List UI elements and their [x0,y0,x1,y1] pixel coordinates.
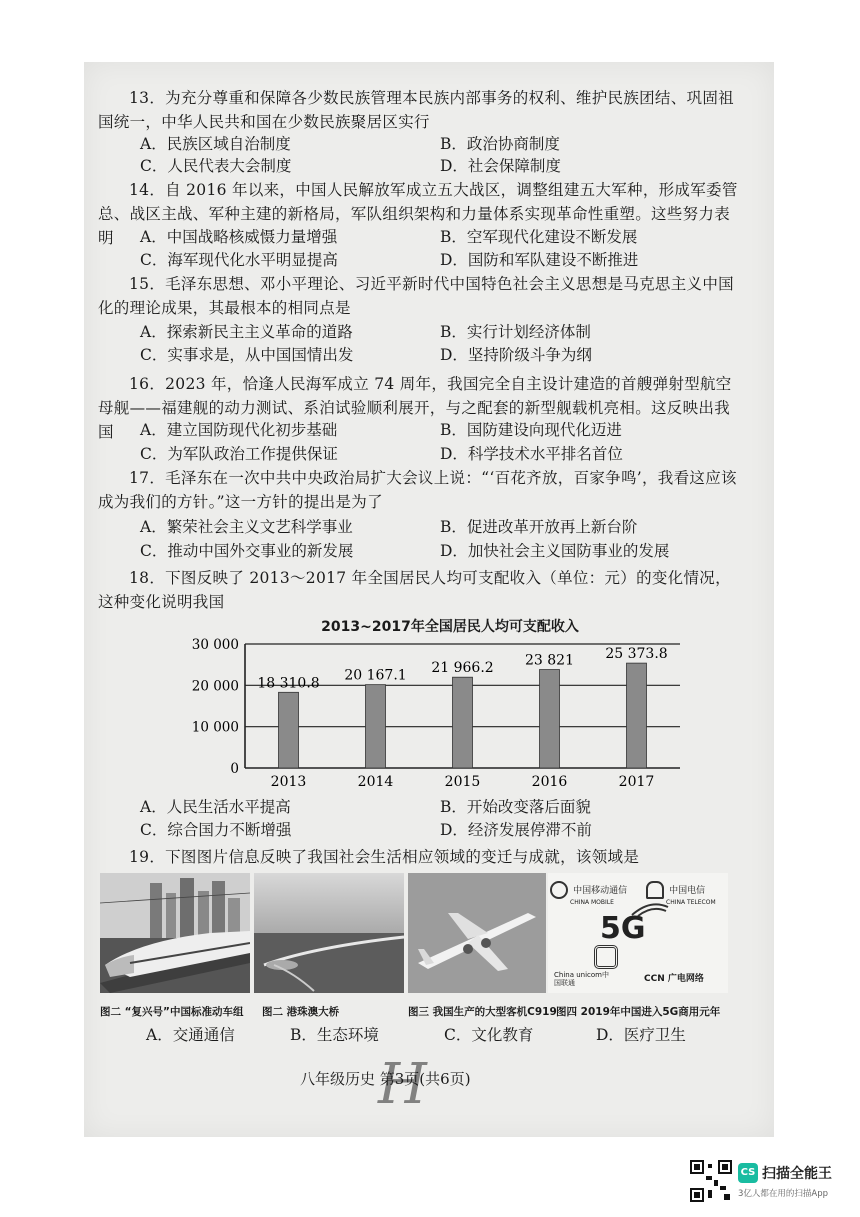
q17-option-a: A．繁荣社会主义文艺科学事业 [140,518,353,536]
q15-option-b: B．实行计划经济体制 [440,323,591,341]
question-18 [98,566,738,614]
q19-option-a: A．交通通信 [146,1026,235,1044]
caption-3: 图三 我国生产的大型客机C919 [408,1006,557,1018]
question-13 [98,86,738,134]
china-mobile-logo [550,879,627,906]
q14-option-a: A．中国战略核威慑力量增强 [140,228,338,246]
china-unicom-knot-icon [594,945,618,969]
question-13-stem: 13．为充分尊重和保障各少数民族管理本民族内部事务的权利、维护民族团结、巩固祖国统一，中华人民共和国在少数民族聚居区实行 [98,89,734,131]
bar-2015 [453,677,473,768]
q13-option-a: A．民族区域自治制度 [140,135,291,153]
q19-option-b: B．生态环境 [290,1026,379,1044]
q17-option-c: C．推动中国外交事业的新发展 [140,542,354,560]
page-footer: 八年级历史 第3页(共6页) [300,1070,471,1088]
scanner-watermark [690,1160,860,1210]
caption-2: 图二 港珠澳大桥 [262,1006,340,1018]
question-14-stem: 14．自 2016 年以来，中国人民解放军成立五大战区，调整组建五大军种，形成军委管总、战区主战、军种主建的新格局，军队组织架构和力量体系实现革命性重塑。这些努力表明 [98,181,738,247]
bar-value-label: 25 373.8 [605,646,668,663]
c919-aircraft-photo [408,873,546,993]
bar-2017 [627,663,647,768]
income-bar-chart [160,630,690,795]
caption-1: 图二 “复兴号”中国标准动车组 [100,1006,244,1018]
q17-option-d: D．加快社会主义国防事业的发展 [440,542,670,560]
5g-text: 5G [600,911,646,946]
question-17-stem: 17．毛泽东在一次中共中央政治局扩大会议上说：“‘百花齐放，百家争鸣’，我看这应该成为我们的方针。”这一方针的提出是为了 [98,469,737,511]
q15-option-c: C．实事求是，从中国国情出发 [140,346,354,364]
bar-2013 [279,692,299,768]
china-telecom-en-label: CHINA TELECOM [666,898,716,906]
x-tick-label: 2013 [270,774,307,790]
question-16-stem: 16．2023 年，恰逢人民海军成立 74 周年，我国完全自主设计建造的首艘弹射型航空母舰——福建舰的动力测试、系泊试验顺利展开，与之配套的新型舰载机亮相。这反映出我国 [98,375,732,441]
y-tick-label: 0 [230,761,239,777]
fuxing-train-photo [100,873,250,993]
q13-option-b: B．政治协商制度 [440,135,560,153]
q16-option-a: A．建立国防现代化初步基础 [140,421,338,439]
question-17 [98,466,738,514]
q13-option-c: C．人民代表大会制度 [140,157,292,175]
china-mobile-label: 中国移动通信 [573,886,628,896]
x-tick-label: 2017 [618,774,655,790]
q16-option-b: B．国防建设向现代化迈进 [440,421,622,439]
hzmb-bridge-photo [254,873,404,993]
bar-value-label: 18 310.8 [257,675,320,692]
question-15-stem: 15．毛泽东思想、邓小平理论、习近平新时代中国特色社会主义思想是马克思主义中国化的理论成果，其最根本的相同点是 [98,275,734,317]
camscanner-logo: CS [738,1163,758,1183]
q19-option-d: D．医疗卫生 [596,1026,686,1044]
ccn-logo-label: CCN 广电网络 [644,974,704,984]
question-15 [98,272,738,320]
camscanner-tagline: 3亿人都在用的扫描App [738,1189,829,1199]
q18-option-b: B．开始改变落后面貌 [440,798,591,816]
caption-4: 图四 2019年中国进入5G商用元年 [556,1006,721,1018]
q18-option-c: C．综合国力不断增强 [140,821,292,839]
question-19-stem: 19．下图图片信息反映了我国社会生活相应领域的变迁与成就，该领域是 [129,848,640,866]
q17-option-b: B．促进改革开放再上新台阶 [440,518,638,536]
exam-stamp: H [378,1052,427,1117]
q19-option-c: C．文化教育 [444,1026,534,1044]
x-tick-label: 2016 [531,774,568,790]
q13-option-d: D．社会保障制度 [440,157,561,175]
bar-2016 [540,670,560,768]
x-tick-label: 2015 [444,774,481,790]
bar-value-label: 20 167.1 [344,667,407,684]
bar-value-label: 23 821 [525,652,574,669]
q16-option-d: D．科学技术水平排名首位 [440,445,623,463]
q18-option-d: D．经济发展停滞不前 [440,821,592,839]
5g-logos-panel [548,873,728,993]
china-mobile-icon [550,881,568,899]
q15-option-d: D．坚持阶级斗争为纲 [440,346,592,364]
q16-option-c: C．为军队政治工作提供保证 [140,445,338,463]
q14-option-c: C．海军现代化水平明显提高 [140,251,338,269]
q18-option-a: A．人民生活水平提高 [140,798,291,816]
china-telecom-icon [646,881,664,899]
chart-title: 2013~2017年全国居民人均可支配收入 [321,619,579,635]
y-tick-label: 30 000 [191,637,239,653]
q15-option-a: A．探索新民主主义革命的道路 [140,323,353,341]
qr-code-icon [690,1160,732,1202]
china-unicom-label: China unicom中国联通 [554,971,609,987]
question-19 [98,845,738,869]
y-tick-label: 10 000 [191,719,239,736]
y-tick-label: 20 000 [191,678,239,695]
bar-value-label: 21 966.2 [431,660,494,677]
x-tick-label: 2014 [357,774,394,790]
camscanner-name: 扫描全能王 [762,1166,832,1182]
q14-option-d: D．国防和军队建设不断推进 [440,251,639,269]
china-telecom-label: 中国电信 [669,886,706,896]
question-18-stem: 18．下图反映了 2013～2017 年全国居民人均可支配收入（单位：元）的变化情况，这种变化说明我国 [98,569,731,611]
q14-option-b: B．空军现代化建设不断发展 [440,228,638,246]
bar-2014 [366,685,386,768]
china-mobile-en-label: CHINA MOBILE [570,898,614,906]
